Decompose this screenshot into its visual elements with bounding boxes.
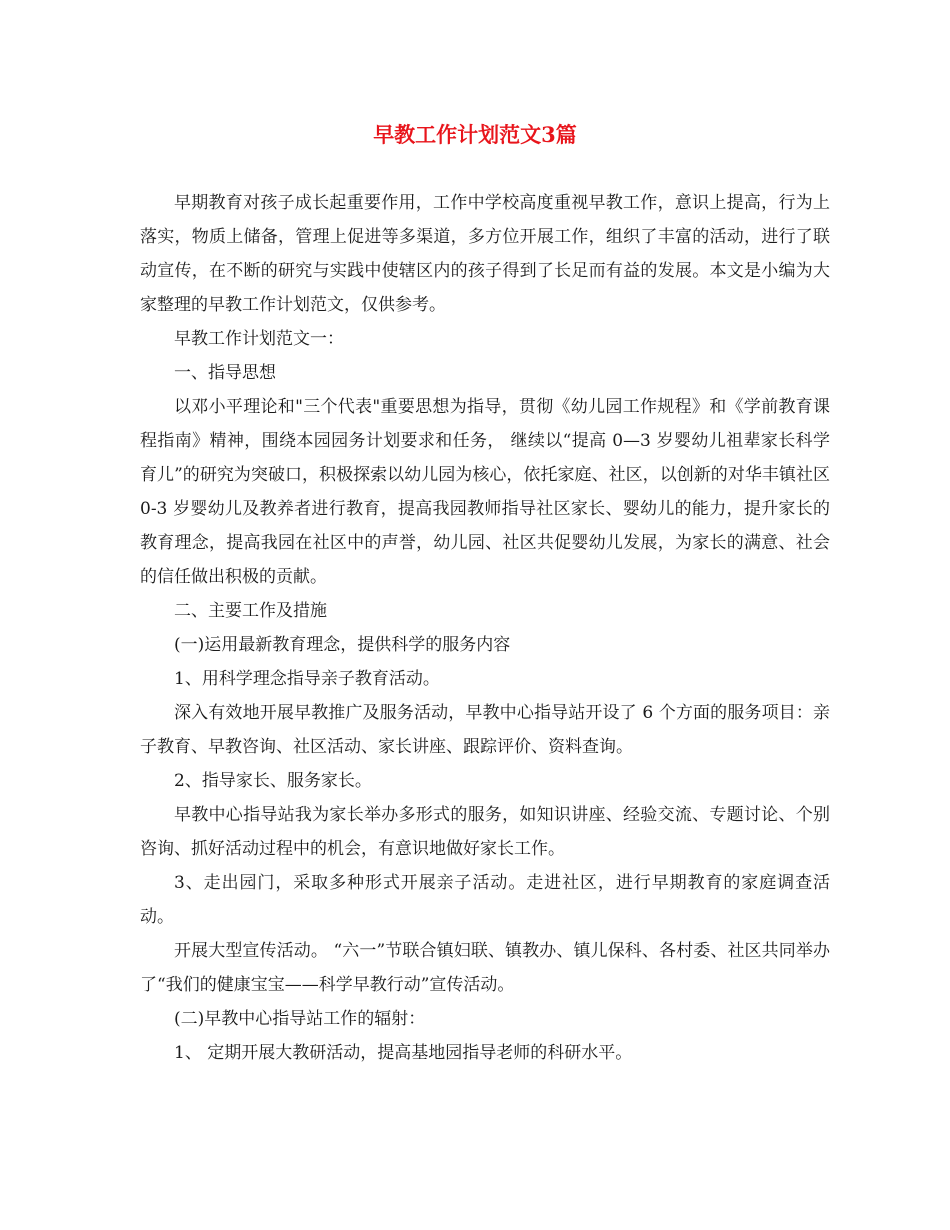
paragraph-promotion: 开展大型宣传活动。 “六一”节联合镇妇联、镇教办、镇儿保科、各村委、社区共同举办了“我们的健康宝宝——科学早教行动”宣传活动。 <box>140 941 830 995</box>
item-heading-research: 1、 定期开展大教研活动，提高基地园指导老师的科研水平。 <box>174 1043 633 1063</box>
section-heading-main-work: 二、主要工作及措施 <box>174 601 327 621</box>
paragraph-plan-one-heading: 早教工作计划范文一： <box>174 329 344 349</box>
paragraph-parent-service: 早教中心指导站我为家长举办多形式的服务，如知识讲座、经验交流、专题讨论、个别咨询、抓好活动过程中的机会，有意识地做好家长工作。 <box>140 805 830 859</box>
subsection-heading-2: (二)早教中心指导站工作的辐射： <box>174 1009 426 1029</box>
document-body <box>140 186 830 1070</box>
document-title: 早教工作计划范文3篇 <box>373 122 577 147</box>
subsection-heading-1: (一)运用最新教育理念，提供科学的服务内容 <box>174 635 511 655</box>
item-heading-3: 3、走出园门，采取多种形式开展亲子活动。走进社区，进行早期教育的家庭调查活动。 <box>140 873 830 927</box>
paragraph-service-items: 深入有效地开展早教推广及服务活动，早教中心指导站开设了 6 个方面的服务项目：亲子教育、早教咨询、社区活动、家长讲座、跟踪评价、资料查询。 <box>140 703 830 757</box>
paragraph-guiding-thought: 以邓小平理论和"三个代表"重要思想为指导，贯彻《幼儿园工作规程》和《学前教育课程指南》精神，围绕本园园务计划要求和任务， 继续以“提高 0—3 岁婴幼儿祖辈家长科学育儿”的研究为突破口，积极探索以幼儿园为核心，依托家庭、社区，以创新的对华丰镇社区 0-3 岁婴幼儿及教养者进行教育，提高我园教师指导社区家长、婴幼儿的能力，提升家长的教育理念，提高我园在社区中的声誉，幼儿园、社区共促婴幼儿发展，为家长的满意、社会的信任做出积极的贡献。 <box>140 397 830 587</box>
paragraph-intro: 早期教育对孩子成长起重要作用，工作中学校高度重视早教工作，意识上提高，行为上落实，物质上储备，管理上促进等多渠道，多方位开展工作，组织了丰富的活动，进行了联动宣传，在不断的研究与实践中使辖区内的孩子得到了长足而有益的发展。本文是小编为大家整理的早教工作计划范文，仅供参考。 <box>140 193 830 315</box>
section-heading-guiding-thought: 一、指导思想 <box>174 363 276 383</box>
item-heading-1: 1、用科学理念指导亲子教育活动。 <box>174 669 440 689</box>
item-heading-2: 2、指导家长、服务家长。 <box>174 771 372 791</box>
